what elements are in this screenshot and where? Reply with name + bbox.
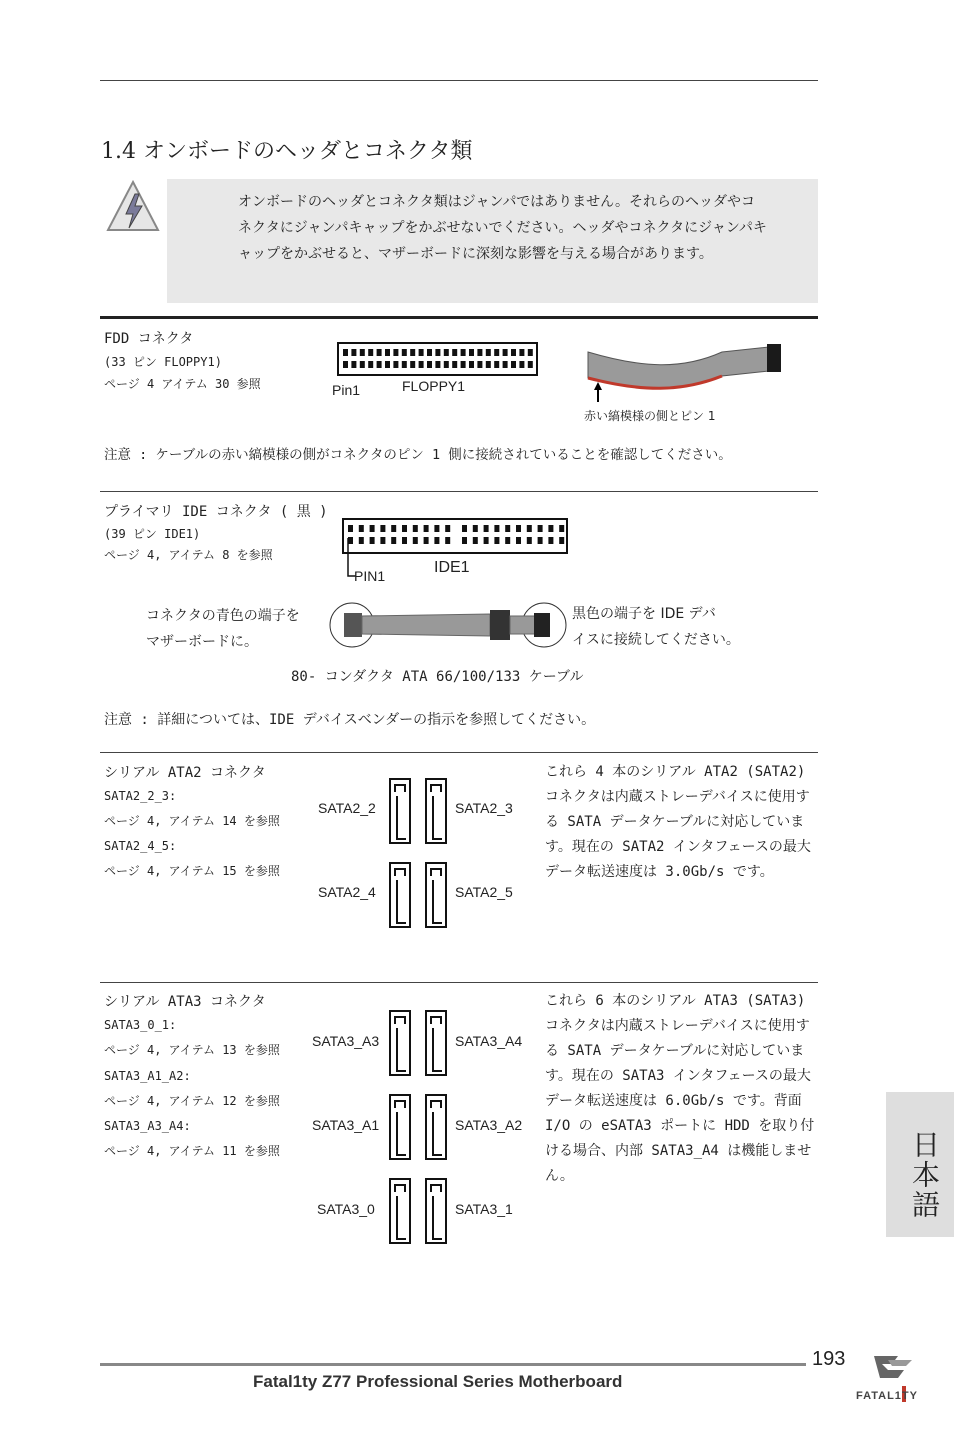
sata3-line: ページ 4, アイテム 12 を参照 [104, 1094, 280, 1108]
fatal1ty-logo-text: FATAL1TY [856, 1390, 918, 1402]
connector-pin [380, 537, 385, 544]
connector-pin [538, 525, 543, 532]
ide-pins: (39 ピン IDE1) [104, 527, 201, 541]
connector-pin [368, 349, 373, 356]
connector-pin [413, 537, 418, 544]
connector-pin [434, 537, 439, 544]
ide-connector-label: IDE1 [434, 559, 470, 576]
connector-pin [359, 525, 364, 532]
connector-pin [391, 537, 396, 544]
connector-pin [351, 361, 356, 368]
connector-pin [393, 349, 398, 356]
connector-pin [348, 525, 353, 532]
connector-pin [477, 349, 482, 356]
connector-pin [559, 537, 564, 544]
footer-product-name: Fatal1ty Z77 Professional Series Motherboard [253, 1372, 623, 1391]
ide-right-caption-2: イスに接続してください。 [572, 632, 740, 648]
connector-pin [538, 537, 543, 544]
sata2-line: ページ 4, アイテム 15 を参照 [104, 864, 280, 878]
connector-pin [528, 349, 533, 356]
fdd-note: 注意 : ケーブルの赤い縞模様の側がコネクタのピン 1 側に接続されていることを確認してください。 [104, 447, 732, 463]
top-rule [100, 80, 818, 81]
connector-pin [424, 525, 429, 532]
section-title: 1.4 オンボードのヘッダとコネクタ類 [101, 139, 473, 164]
sata3-port [389, 1178, 411, 1244]
connector-pin [427, 361, 432, 368]
language-side-tab [886, 1092, 954, 1237]
sata2-port-label: SATA2_4 [318, 884, 376, 900]
connector-pin [370, 525, 375, 532]
connector-pin [377, 361, 382, 368]
connector-pin [452, 361, 457, 368]
connector-pin [435, 361, 440, 368]
connector-pin [452, 349, 457, 356]
ide-rule [100, 491, 818, 492]
connector-pin [503, 361, 508, 368]
sata3-port [425, 1094, 447, 1160]
connector-pin [393, 361, 398, 368]
ide-cable-image [322, 600, 572, 650]
connector-pin [527, 537, 532, 544]
ide-title: プライマリ IDE コネクタ ( 黒 ) [104, 504, 328, 520]
connector-pin [462, 525, 467, 532]
connector-pin [351, 349, 356, 356]
sata3-line: SATA3_A3_A4: [104, 1119, 191, 1133]
sata2-rule [100, 752, 818, 753]
sata3-description: これら 6 本のシリアル ATA3 (SATA3) コネクタは内蔵ストレーデバイスに使用する SATA データケーブルに対応しています。現在の SATA3 インタフェースの最大データ転送速度は 6.0Gb/s です。背面 I/O の eSATA3 ポートに HDD を取り付ける場合、内部 SATA3_A4 は機能しません。 [545, 993, 815, 1184]
connector-pin [427, 349, 432, 356]
connector-pin [444, 349, 449, 356]
connector-pin [461, 361, 466, 368]
ide-right-caption-1: 黒色の端子を IDE デバ [572, 606, 716, 622]
connector-pin [370, 537, 375, 544]
fdd-connector-label: FLOPPY1 [402, 378, 466, 394]
connector-pin [505, 525, 510, 532]
connector-pin [419, 349, 424, 356]
connector-pin [360, 349, 365, 356]
sata3-port-label: SATA3_1 [455, 1201, 513, 1217]
ide-pin1-label: PIN1 [354, 568, 386, 584]
floppy-cable-image [582, 340, 788, 402]
connector-pin [486, 349, 491, 356]
sata3-port-label: SATA3_0 [317, 1201, 375, 1217]
connector-pin [469, 349, 474, 356]
connector-pin [511, 349, 516, 356]
connector-pin [494, 361, 499, 368]
sata3-port-label: SATA3_A1 [312, 1117, 380, 1133]
connector-pin [527, 525, 532, 532]
floppy-connector-diagram [335, 340, 540, 380]
sata3-port [389, 1010, 411, 1076]
sata3-line: ページ 4, アイテム 13 を参照 [104, 1043, 280, 1057]
sata2-port [425, 778, 447, 844]
connector-pin [445, 525, 450, 532]
connector-pin [402, 349, 407, 356]
connector-pin [444, 361, 449, 368]
warning-text: オンボードのヘッダとコネクタ類はジャンパではありません。それらのヘッダやコネクタにジャンパキャップをかぶせないでください。ヘッダやコネクタにジャンパキャップをかぶせると、マザーボードに深刻な影響を与える場合があります。 [238, 194, 767, 262]
connector-pin [360, 361, 365, 368]
fdd-pin1-label: Pin1 [332, 382, 361, 398]
fdd-title: FDD コネクタ [104, 331, 194, 347]
sata3-title: シリアル ATA3 コネクタ [104, 994, 266, 1010]
connector-pin [462, 537, 467, 544]
connector-pin [377, 349, 382, 356]
connector-pin [519, 349, 524, 356]
connector-pin [511, 361, 516, 368]
connector-pin [410, 349, 415, 356]
connector-pin [484, 537, 489, 544]
connector-pin [477, 361, 482, 368]
sata3-port [425, 1010, 447, 1076]
connector-pin [559, 525, 564, 532]
connector-pin [461, 349, 466, 356]
sata3-line: SATA3_A1_A2: [104, 1069, 191, 1083]
sata2-port [425, 862, 447, 928]
footer-rule [100, 1363, 806, 1366]
connector-pin [434, 525, 439, 532]
connector-pin [473, 537, 478, 544]
connector-pin [343, 361, 348, 368]
connector-pin [528, 361, 533, 368]
fdd-ref: ページ 4 アイテム 30 参照 [104, 377, 261, 391]
connector-pin [505, 537, 510, 544]
sata2-description: これら 4 本のシリアル ATA2 (SATA2) コネクタは内蔵ストレーデバイスに使用する SATA データケーブルに対応しています。現在の SATA2 インタフェースの最大データ転送速度は 3.0Gb/s です。 [545, 764, 811, 880]
connector-pin [486, 361, 491, 368]
connector-pin [359, 537, 364, 544]
sata2-port-label: SATA2_3 [455, 800, 513, 816]
connector-pin [385, 361, 390, 368]
sata2-line: SATA2_2_3: [104, 789, 177, 803]
connector-pin [548, 537, 553, 544]
fdd-cable-caption: 赤い縞模様の側とピン 1 [584, 409, 716, 423]
connector-pin [435, 349, 440, 356]
connector-pin [385, 349, 390, 356]
sata3-port-label: SATA3_A4 [455, 1033, 523, 1049]
connector-pin [548, 525, 553, 532]
footer-page-number: 193 [812, 1348, 846, 1370]
ide-ref: ページ 4, アイテム 8 を参照 [104, 548, 273, 562]
sata3-port-label: SATA3_A3 [312, 1033, 380, 1049]
connector-pin [410, 361, 415, 368]
ide-cable-caption: 80- コンダクタ ATA 66/100/133 ケーブル [291, 669, 584, 685]
connector-pin [343, 349, 348, 356]
connector-pin [402, 525, 407, 532]
fdd-pins: (33 ピン FLOPPY1) [104, 355, 222, 369]
language-side-tab-label: 日本語 [908, 1130, 941, 1220]
connector-pin [503, 349, 508, 356]
connector-pin [494, 525, 499, 532]
sata2-line: SATA2_4_5: [104, 839, 177, 853]
connector-pin [484, 525, 489, 532]
sata2-port [389, 862, 411, 928]
connector-pin [519, 361, 524, 368]
connector-pin [402, 361, 407, 368]
sata2-line: ページ 4, アイテム 14 を参照 [104, 814, 280, 828]
connector-pin [473, 525, 478, 532]
sata2-port-label: SATA2_5 [455, 884, 513, 900]
ide-left-caption-1: コネクタの青色の端子を [146, 608, 300, 624]
sata3-line: ページ 4, アイテム 11 を参照 [104, 1144, 280, 1158]
connector-pin [424, 537, 429, 544]
ide-left-caption-2: マザーボードに。 [146, 634, 258, 650]
connector-pin [445, 537, 450, 544]
connector-pin [494, 349, 499, 356]
connector-pin [516, 525, 521, 532]
ide-note: 注意 : 詳細については、IDE デバイスベンダーの指示を参照してください。 [104, 712, 596, 728]
sata2-title: シリアル ATA2 コネクタ [104, 765, 266, 781]
sata3-line: SATA3_0_1: [104, 1018, 177, 1032]
connector-pin [494, 537, 499, 544]
sata3-rule [100, 982, 818, 983]
connector-pin [402, 537, 407, 544]
sata3-port [425, 1178, 447, 1244]
sata2-port [389, 778, 411, 844]
sata2-port-label: SATA2_2 [318, 800, 376, 816]
fdd-rule [100, 316, 818, 319]
connector-pin [380, 525, 385, 532]
connector-pin [419, 361, 424, 368]
connector-pin [391, 525, 396, 532]
sata3-port-label: SATA3_A2 [455, 1117, 523, 1133]
connector-pin [368, 361, 373, 368]
warning-lightning-icon [104, 178, 162, 236]
connector-pin [516, 537, 521, 544]
connector-pin [413, 525, 418, 532]
sata3-port [389, 1094, 411, 1160]
connector-pin [469, 361, 474, 368]
